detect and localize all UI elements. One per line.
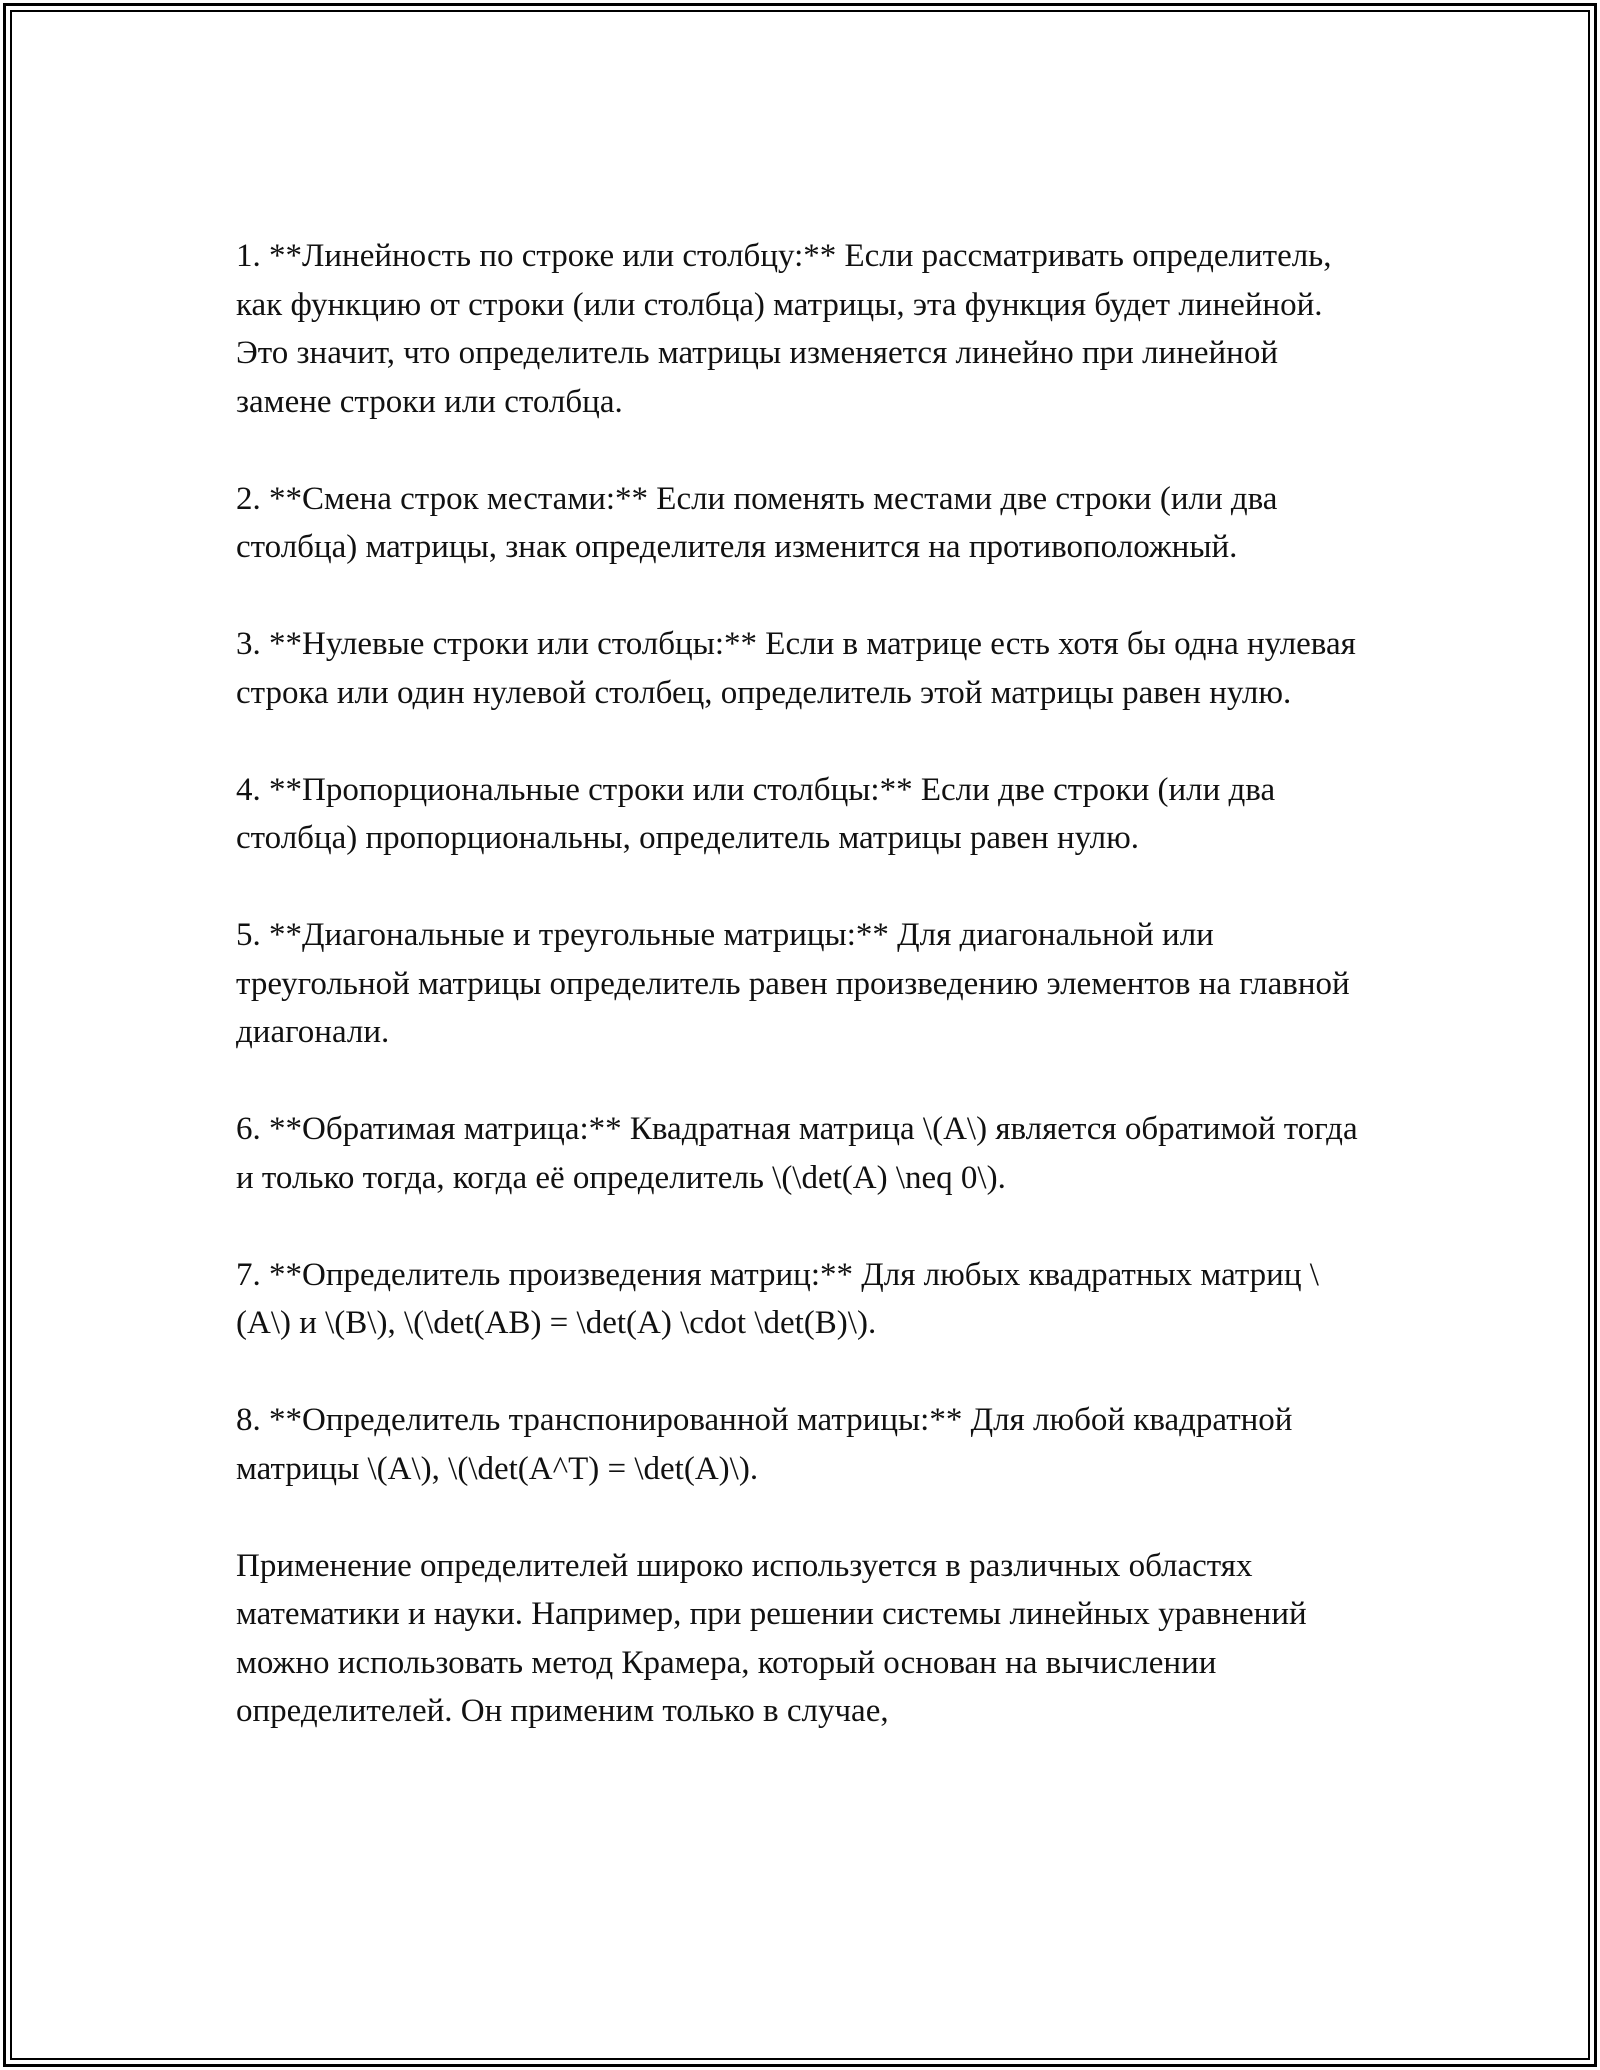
document-body: [236, 232, 1372, 1736]
paragraph-row-swap: 2. **Смена строк местами:** Если поменять местами две строки (или два столбца) матрицы, знак определителя изменится на противоположный.: [236, 480, 1278, 565]
paragraph-proportional-rows: 4. **Пропорциональные строки или столбцы:** Если две строки (или два столбца) пропорциональны, определитель матрицы равен нулю.: [236, 771, 1276, 856]
paragraph-transpose-determinant: 8. **Определитель транспонированной матрицы:** Для любой квадратной матрицы \(A\), \(\det(A^T) = \det(A)\).: [236, 1402, 1293, 1487]
paragraph-product-determinant: 7. **Определитель произведения матриц:** Для любых квадратных матриц \(A\) и \(B\), \(\det(AB) = \det(A) \cdot \det(B)\).: [236, 1256, 1319, 1341]
paragraph-triangular-matrices: 5. **Диагональные и треугольные матрицы:** Для диагональной или треугольной матрицы определитель равен произведению элементов на главной диагонали.: [236, 917, 1350, 1050]
paragraph-invertible-matrix: 6. **Обратимая матрица:** Квадратная матрица \(A\) является обратимой тогда и только тогда, когда её определитель \(\det(A) \neq 0\).: [236, 1111, 1358, 1196]
paragraph-applications: Применение определителей широко используется в различных областях математики и науки. Например, при решении системы линейных уравнений можно использовать метод Крамера, который основан на вычислении определителей. Он применим только в случае,: [236, 1547, 1307, 1729]
paragraph-linearity: 1. **Линейность по строке или столбцу:** Если рассматривать определитель, как функцию от строки (или столбца) матрицы, эта функция будет линейной. Это значит, что определитель матрицы изменяется линейно при линейной замене строки или столбца.: [236, 238, 1332, 420]
paragraph-zero-rows: 3. **Нулевые строки или столбцы:** Если в матрице есть хотя бы одна нулевая строка или один нулевой столбец, определитель этой матрицы равен нулю.: [236, 626, 1356, 711]
